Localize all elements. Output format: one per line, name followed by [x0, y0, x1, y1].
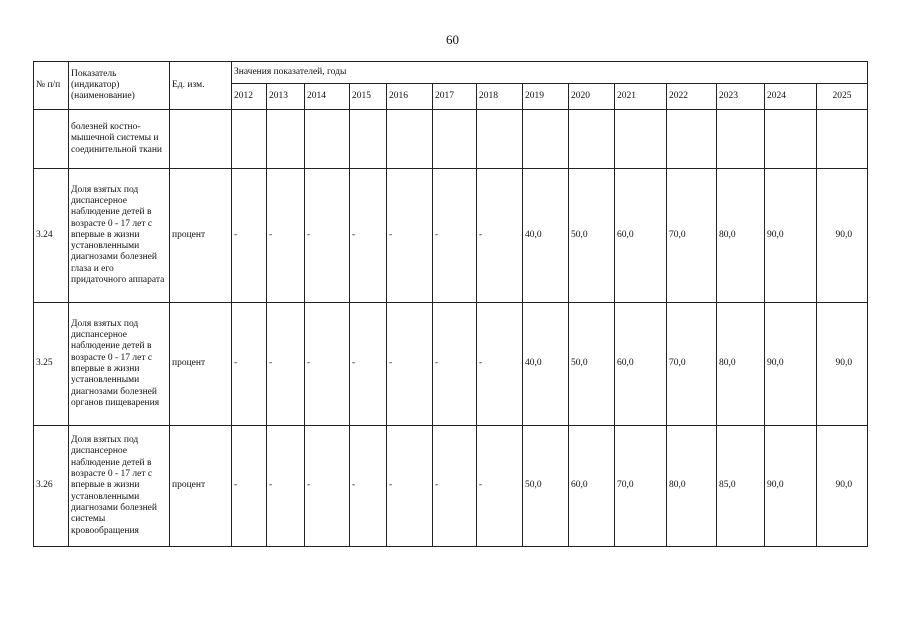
row-value: 50,0	[569, 169, 615, 303]
header-unit: Ед. изм.	[170, 62, 232, 110]
table-row	[34, 110, 868, 169]
row-value: 40,0	[523, 169, 569, 303]
row-name: болезней костно-мышечной системы и соединительной ткани	[69, 110, 170, 169]
header-num: № п/п	[34, 62, 69, 110]
row-value	[523, 110, 569, 169]
row-unit: процент	[170, 303, 232, 426]
row-value	[817, 110, 868, 169]
row-value	[305, 110, 350, 169]
header-year: 2021	[615, 84, 667, 110]
row-value	[717, 110, 765, 169]
row-value: -	[305, 426, 350, 547]
table-row	[34, 426, 868, 547]
header-values-group: Значения показателей, годы	[232, 62, 868, 84]
row-value: -	[267, 169, 305, 303]
row-value	[667, 110, 717, 169]
row-value: 80,0	[667, 426, 717, 547]
row-value: -	[305, 169, 350, 303]
row-value: 70,0	[667, 169, 717, 303]
row-value: 90,0	[765, 303, 817, 426]
row-unit: процент	[170, 426, 232, 547]
row-value: -	[232, 169, 267, 303]
row-value	[569, 110, 615, 169]
row-value	[433, 110, 477, 169]
row-value: -	[387, 169, 433, 303]
row-value: 90,0	[765, 426, 817, 547]
header-year: 2018	[477, 84, 523, 110]
row-value: 90,0	[765, 169, 817, 303]
indicators-table	[33, 61, 868, 547]
table-row	[34, 303, 868, 426]
row-value: -	[477, 303, 523, 426]
row-value: 90,0	[817, 426, 868, 547]
row-name: Доля взятых под диспансерное наблюдение детей в возрасте 0 - 17 лет с впервые в жизни установленными диагнозами болезней глаза и его придаточного аппарата	[69, 169, 170, 303]
header-year: 2025	[817, 84, 868, 110]
row-value: 60,0	[615, 303, 667, 426]
row-value	[350, 110, 387, 169]
row-value: -	[477, 169, 523, 303]
row-value: -	[350, 303, 387, 426]
header-row-top	[34, 62, 868, 84]
header-year: 2016	[387, 84, 433, 110]
row-value: -	[433, 426, 477, 547]
row-value: -	[433, 303, 477, 426]
row-value: 80,0	[717, 303, 765, 426]
row-value: 80,0	[717, 169, 765, 303]
row-value: -	[267, 426, 305, 547]
header-year: 2019	[523, 84, 569, 110]
row-value: 90,0	[817, 303, 868, 426]
row-value: 40,0	[523, 303, 569, 426]
row-value	[477, 110, 523, 169]
row-value: 50,0	[523, 426, 569, 547]
row-name: Доля взятых под диспансерное наблюдение детей в возрасте 0 - 17 лет с впервые в жизни установленными диагнозами болезней органов пищеварения	[69, 303, 170, 426]
row-value	[267, 110, 305, 169]
row-value: -	[387, 426, 433, 547]
header-year: 2023	[717, 84, 765, 110]
header-year: 2013	[267, 84, 305, 110]
row-num	[34, 110, 69, 169]
header-year: 2017	[433, 84, 477, 110]
table-row	[34, 169, 868, 303]
row-value	[765, 110, 817, 169]
header-year: 2022	[667, 84, 717, 110]
header-year: 2014	[305, 84, 350, 110]
row-value: -	[305, 303, 350, 426]
row-value: -	[350, 426, 387, 547]
row-value: 70,0	[615, 426, 667, 547]
header-indicator: Показатель (индикатор) (наименование)	[69, 62, 170, 110]
row-value: -	[267, 303, 305, 426]
row-num: 3.26	[34, 426, 69, 547]
row-value: -	[433, 169, 477, 303]
row-value: 85,0	[717, 426, 765, 547]
row-value: 50,0	[569, 303, 615, 426]
row-value: -	[232, 303, 267, 426]
row-value: -	[350, 169, 387, 303]
row-value: 60,0	[615, 169, 667, 303]
row-name: Доля взятых под диспансерное наблюдение детей в возрасте 0 - 17 лет с впервые в жизни установленными диагнозами болезней системы кровообращения	[69, 426, 170, 547]
row-value: 70,0	[667, 303, 717, 426]
row-num: 3.25	[34, 303, 69, 426]
row-value: 60,0	[569, 426, 615, 547]
page-number: 60	[446, 32, 459, 47]
header-year: 2012	[232, 84, 267, 110]
row-num: 3.24	[34, 169, 69, 303]
row-value	[615, 110, 667, 169]
row-unit	[170, 110, 232, 169]
row-unit: процент	[170, 169, 232, 303]
header-year: 2015	[350, 84, 387, 110]
row-value: -	[477, 426, 523, 547]
row-value	[387, 110, 433, 169]
row-value	[232, 110, 267, 169]
row-value: -	[387, 303, 433, 426]
header-year: 2020	[569, 84, 615, 110]
row-value: -	[232, 426, 267, 547]
header-year: 2024	[765, 84, 817, 110]
row-value: 90,0	[817, 169, 868, 303]
